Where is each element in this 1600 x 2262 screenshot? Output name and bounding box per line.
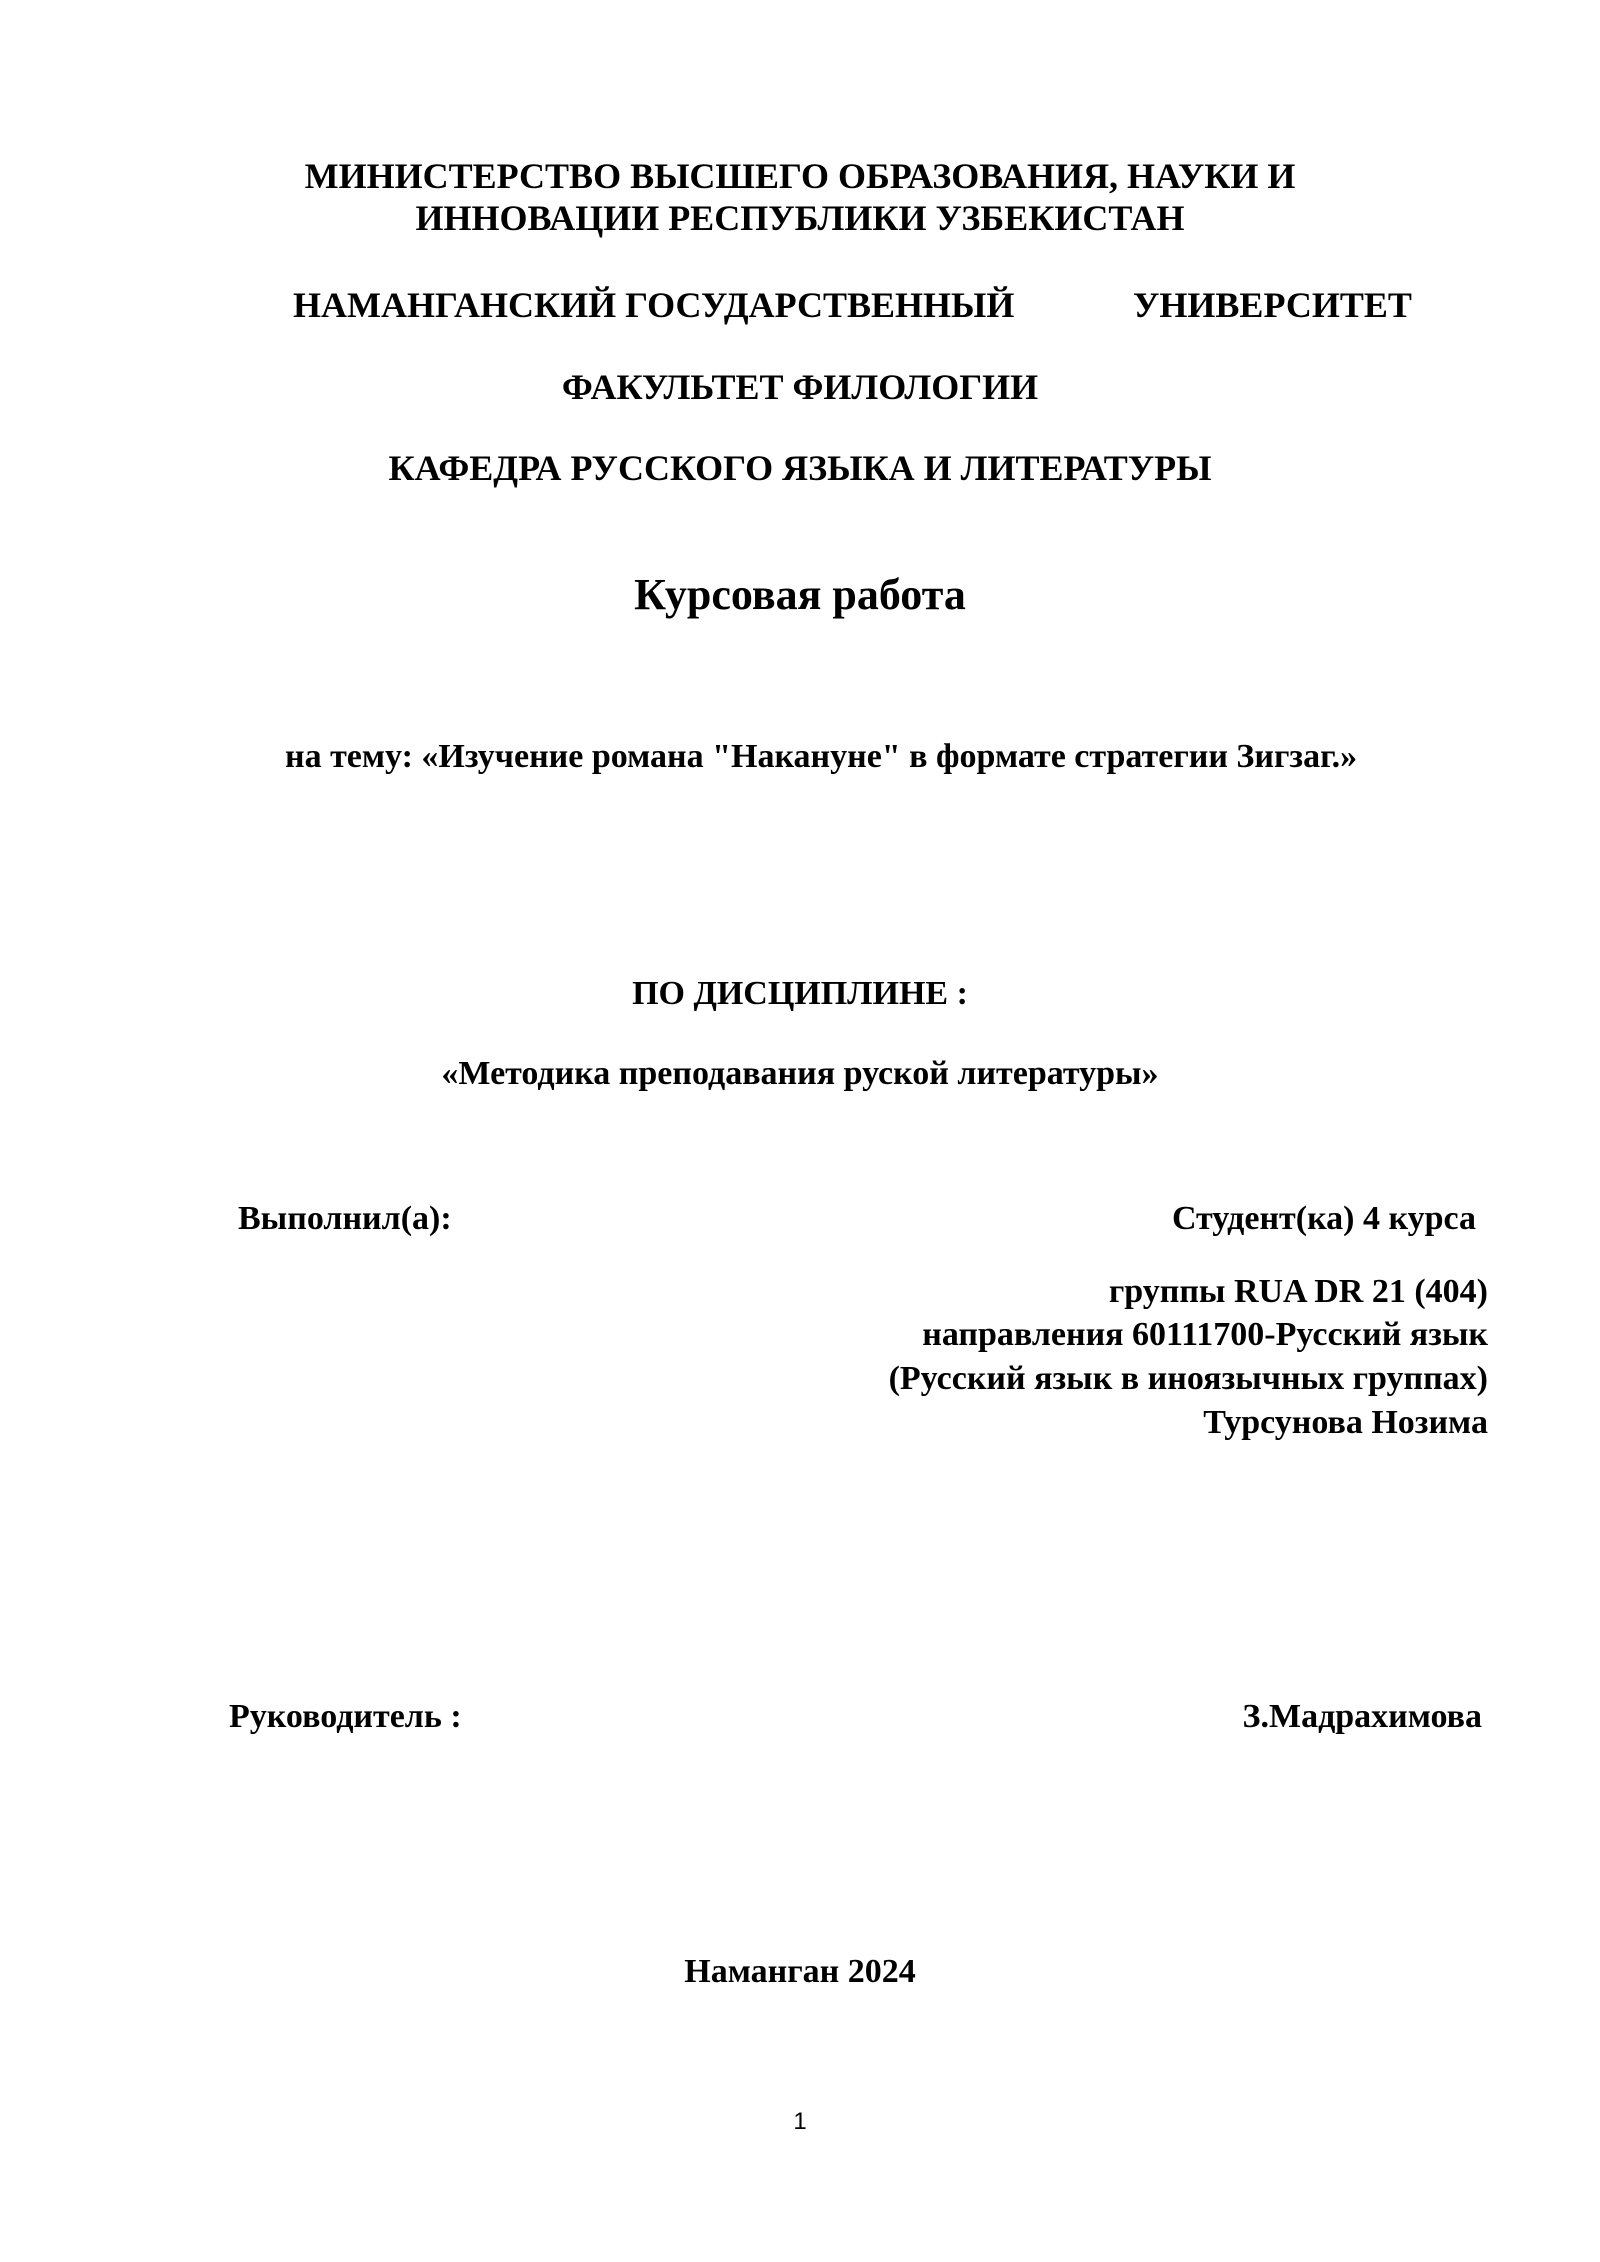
ministry-line-1: МИНИСТЕРСТВО ВЫСШЕГО ОБРАЗОВАНИЯ, НАУКИ И — [304, 156, 1296, 196]
faculty-name: ФАКУЛЬТЕТ ФИЛОЛОГИИ — [561, 367, 1039, 407]
document-title: Курсовая работа — [634, 570, 966, 619]
university-name-left: НАМАНГАНСКИЙ ГОСУДАРСТВЕННЫЙ — [293, 285, 1015, 325]
city-year: Наманган 2024 — [684, 1953, 916, 1990]
work-topic: на тему: «Изучение романа "Накануне" в формате стратегии Зигзаг.» — [285, 738, 1358, 775]
supervisor-label: Руководитель : — [229, 1698, 462, 1735]
author-label: Выполнил(а): — [238, 1200, 452, 1237]
page-number: 1 — [793, 2108, 807, 2135]
author-course: Студент(ка) 4 курса — [1171, 1200, 1476, 1237]
ministry-line-2: ИННОВАЦИИ РЕСПУБЛИКИ УЗБЕКИСТАН — [415, 198, 1185, 238]
discipline-label: ПО ДИСЦИПЛИНЕ : — [632, 975, 968, 1012]
author-specialization: (Русский язык в иноязычных группах) — [888, 1360, 1488, 1397]
department-name: КАФЕДРА РУССКОГО ЯЗЫКА И ЛИТЕРАТУРЫ — [388, 448, 1212, 488]
supervisor-name: З.Мадрахимова — [1242, 1698, 1482, 1735]
discipline-name: «Методика преподавания руской литературы» — [441, 1055, 1159, 1092]
author-name: Турсунова Нозима — [1203, 1404, 1488, 1441]
author-direction: направления 60111700-Русский язык — [922, 1316, 1488, 1353]
author-group: группы RUA DR 21 (404) — [1108, 1273, 1488, 1310]
university-name-right: УНИВЕРСИТЕТ — [1133, 285, 1412, 325]
